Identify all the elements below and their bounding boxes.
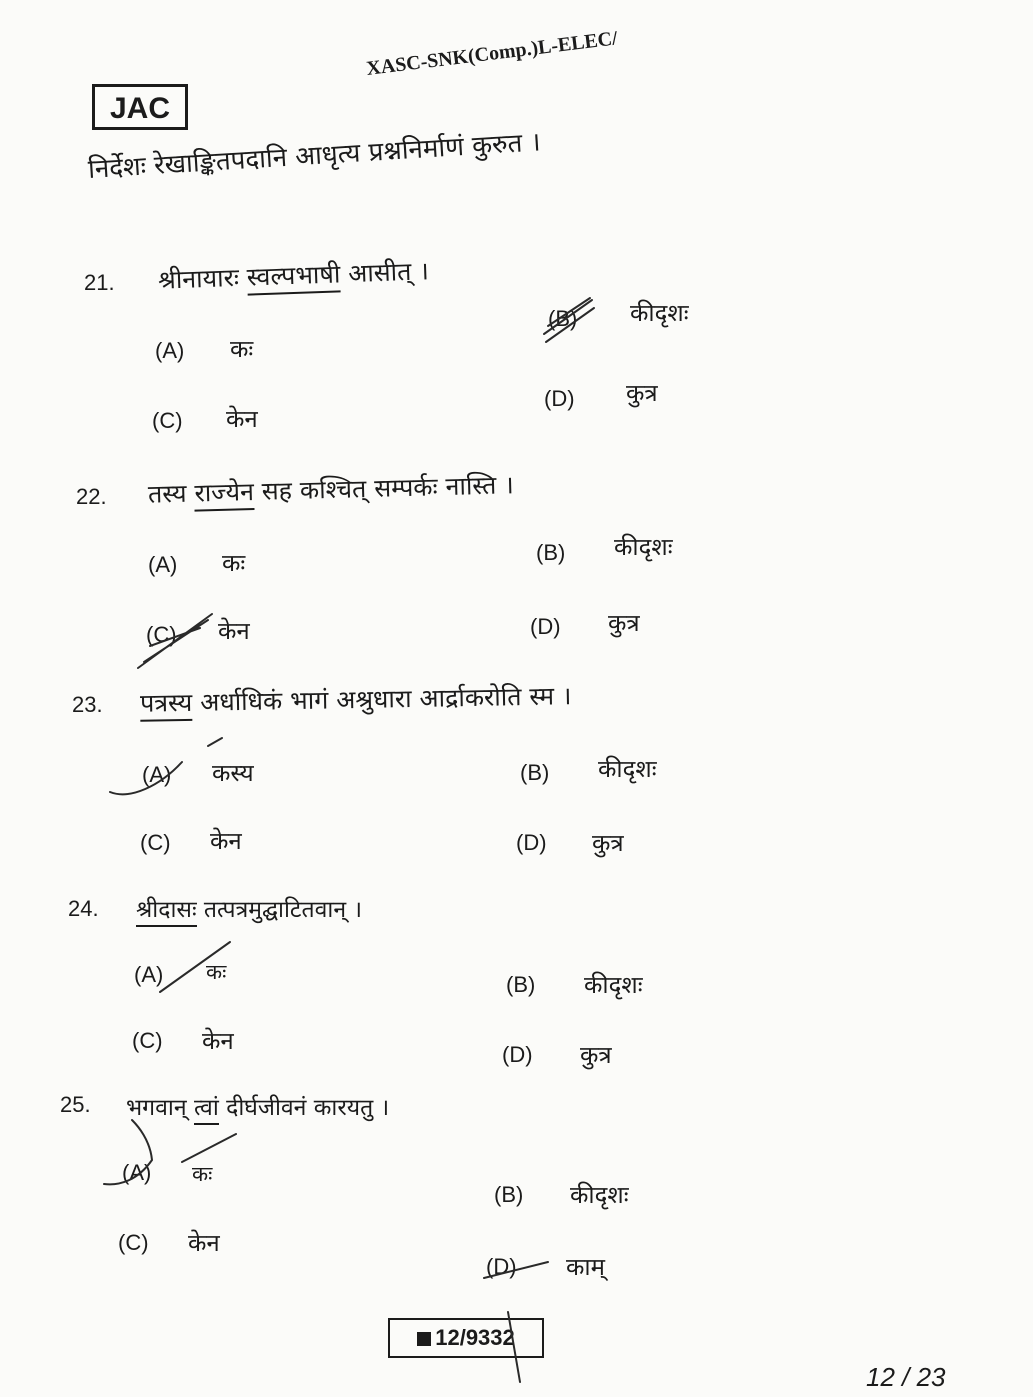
option-a-label: (A) — [148, 552, 178, 577]
option-c: केन — [218, 617, 250, 645]
option-c: केन — [188, 1229, 220, 1257]
option-a-label: (A) — [122, 1160, 152, 1185]
option-d: कुत्र — [580, 1041, 612, 1069]
paper-code: XASC-SNK(Comp.)L-ELEC/ — [365, 27, 619, 81]
option-c: केन — [210, 827, 242, 855]
underlined-word: श्रीदासः — [136, 897, 197, 927]
option-d-label: (D) — [516, 830, 547, 855]
option-a: कः — [206, 960, 227, 984]
pen-tick-mark — [160, 942, 230, 992]
option-d: कुत्र — [592, 829, 624, 857]
page-number: 12 / 23 — [866, 1362, 946, 1392]
question-pre: भगवान् — [126, 1095, 187, 1121]
pen-strike-mark — [544, 298, 594, 342]
option-d-label: (D) — [530, 614, 561, 639]
jac-badge: JAC — [92, 84, 188, 130]
underlined-word: पत्रस्य — [140, 688, 193, 722]
option-d-label: (D) — [544, 386, 575, 411]
option-d-label: (D) — [502, 1042, 533, 1067]
option-b-label: (B) — [536, 540, 566, 565]
option-b-label: (B) — [548, 306, 578, 331]
question-post: दीर्घजीवनं कारयतु । — [226, 1095, 390, 1121]
option-b: कीदृशः — [598, 755, 657, 783]
pen-tick-mark — [104, 1120, 236, 1184]
option-d: काम् — [566, 1253, 605, 1281]
option-a: कस्य — [212, 759, 254, 787]
option-c-label: (C) — [118, 1230, 149, 1255]
option-b-label: (B) — [506, 972, 536, 997]
question-number: 25. — [60, 1092, 91, 1117]
option-a: कः — [192, 1162, 213, 1186]
option-a-label: (A) — [142, 762, 172, 787]
option-c-label: (C) — [140, 830, 171, 855]
underlined-word: त्वां — [194, 1095, 219, 1125]
question-post: अर्धाधिकं भागं अश्रुधारा आर्द्राकरोति स्म । — [199, 681, 572, 717]
question-post: सह कश्चित् सम्पर्कः नास्ति । — [261, 470, 515, 506]
question-post: आसीत् । — [347, 256, 430, 289]
option-c-label: (C) — [132, 1028, 163, 1053]
option-d-label: (D) — [486, 1254, 517, 1279]
option-c: केन — [226, 405, 258, 433]
question-post: तत्पत्रमुद्घाटितवान् । — [203, 897, 363, 923]
option-c-label: (C) — [152, 408, 183, 433]
pen-tick-mark — [484, 1262, 548, 1278]
option-a-label: (A) — [134, 962, 164, 987]
question-number: 23. — [72, 692, 103, 717]
option-b-label: (B) — [520, 760, 550, 785]
option-a-label: (A) — [155, 338, 185, 363]
option-b-label: (B) — [494, 1182, 524, 1207]
question-number: 21. — [84, 270, 115, 295]
underlined-word: स्वल्पभाषी — [246, 259, 341, 295]
option-c: केन — [202, 1027, 234, 1055]
underlined-word: राज्येन — [194, 477, 254, 512]
question-number: 24. — [68, 896, 99, 921]
instruction: निर्देशः रेखाङ्कितपदानि आधृत्य प्रश्ननिर्माणं कुरुत । — [87, 127, 542, 185]
question-pre: तस्य — [147, 478, 187, 509]
option-b: कीदृशः — [584, 971, 643, 999]
footer-code: 12/9332 — [435, 1325, 515, 1350]
option-b: कीदृशः — [614, 533, 673, 561]
question-number: 22. — [76, 484, 107, 509]
pen-tick-mark — [110, 738, 222, 794]
pen-strike-mark — [138, 614, 212, 668]
pen-line — [508, 1312, 520, 1382]
option-c-label: (C) — [146, 622, 177, 647]
option-b: कीदृशः — [630, 299, 689, 327]
option-a: कः — [222, 549, 246, 577]
question-pre: श्रीनायारः — [157, 262, 240, 295]
option-a: कः — [230, 335, 254, 363]
option-d: कुत्र — [608, 609, 640, 637]
option-d: कुत्र — [626, 379, 658, 407]
option-b: कीदृशः — [570, 1181, 629, 1209]
